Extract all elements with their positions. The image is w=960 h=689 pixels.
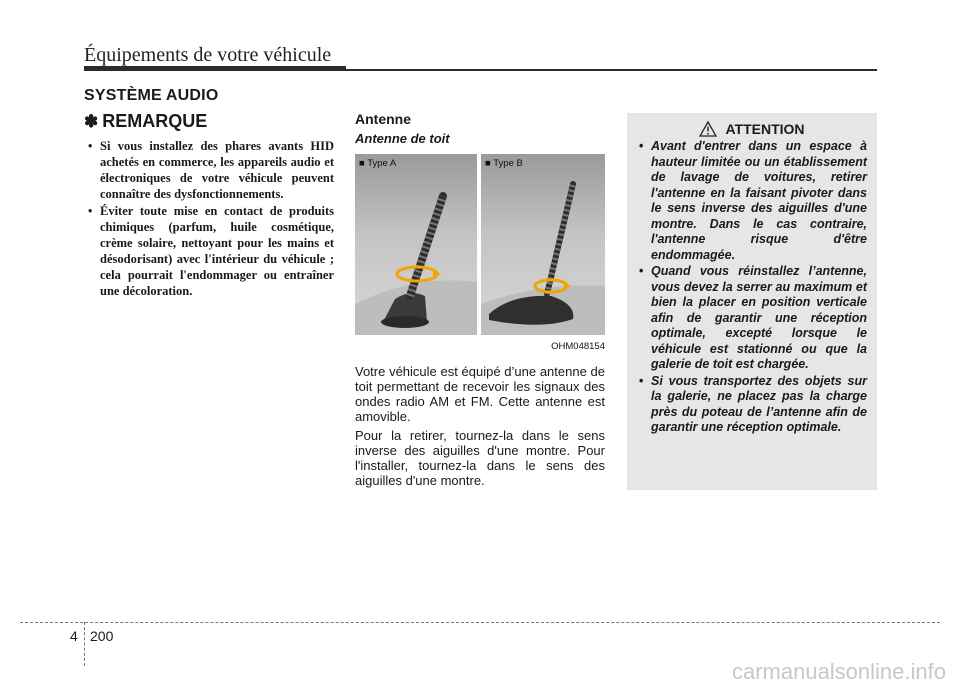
page-chapter-number: 4 — [70, 628, 78, 644]
attention-title: ATTENTION — [725, 121, 805, 137]
type-b-label: ■ Type B — [485, 158, 523, 169]
note-heading — [84, 111, 334, 132]
footer-divider — [20, 622, 940, 623]
section-title: SYSTÈME AUDIO — [84, 87, 219, 104]
antenna-figure — [355, 154, 605, 352]
figure-code: OHM048154 — [551, 341, 605, 352]
header-rule-thick — [84, 66, 346, 71]
antenna-heading: Antenne — [355, 111, 411, 127]
note-title: REMARQUE — [102, 111, 208, 131]
attention-item: • Avant d'entrer dans un espace à hauteur limitée ou un établissement de lavage de voitures, retirer l'antenne en la faisant pivoter dans le sens inverse des aiguilles d'une montre. Dans le cas contraire, l'antenne risque d'être endommagée. — [637, 139, 867, 263]
type-a-label: ■ Type A — [359, 158, 397, 169]
note-star-icon: ✽ — [84, 111, 99, 131]
attention-item: • Si vous transportez des objets sur la galerie, ne placez pas la charge près du poteau de l’antenne afin de garantir une réception optimale. — [637, 374, 867, 436]
footer-vertical-divider — [84, 622, 85, 666]
antenna-column — [355, 111, 605, 488]
note-column — [84, 111, 334, 300]
note-list — [84, 138, 334, 299]
antenna-type-a-illustration — [355, 154, 477, 335]
antenna-type-b-illustration — [481, 154, 605, 335]
page-number: 200 — [90, 628, 114, 644]
antenna-subheading: Antenne de toit — [355, 131, 450, 146]
attention-item: • Quand vous réinstallez l’antenne, vous devez la serrer au maximum et bien la placer en position verticale afin de garantir une réception optimale, excepté lorsque le véhicule est stationné ou que la galerie de toit est chargée. — [637, 264, 867, 373]
antenna-type-a-panel — [355, 154, 477, 335]
header-rule-thin — [346, 69, 877, 71]
note-item: • Éviter toute mise en contact de produits chimiques (parfum, huile cosmétique, crème solaire, nettoyant pour les mains et désodorisant) avec l'intérieur du véhicule ; cela pourrait l'endommager ou entraîner une décoloration. — [84, 203, 334, 299]
antenna-paragraph: Votre véhicule est équipé d’une antenne de toit permettant de recevoir les signaux des ondes radio AM et FM. Cette antenne est amovible. — [355, 364, 605, 424]
warning-triangle-icon — [699, 121, 717, 137]
antenna-type-b-panel — [481, 154, 605, 335]
attention-heading — [637, 121, 867, 137]
chapter-title: Équipements de votre véhicule — [84, 44, 332, 66]
attention-box — [627, 113, 877, 490]
attention-list — [637, 139, 867, 436]
note-item: • Si vous installez des phares avants HID achetés en commerce, les appareils audio et électroniques de votre véhicule peuvent connaître des dysfonctionnements. — [84, 138, 334, 202]
antenna-paragraph: Pour la retirer, tournez-la dans le sens inverse des aiguilles d'une montre. Pour l'installer, tournez-la dans le sens des aiguilles d'une montre. — [355, 428, 605, 488]
watermark: carmanualsonline.info — [731, 659, 946, 684]
